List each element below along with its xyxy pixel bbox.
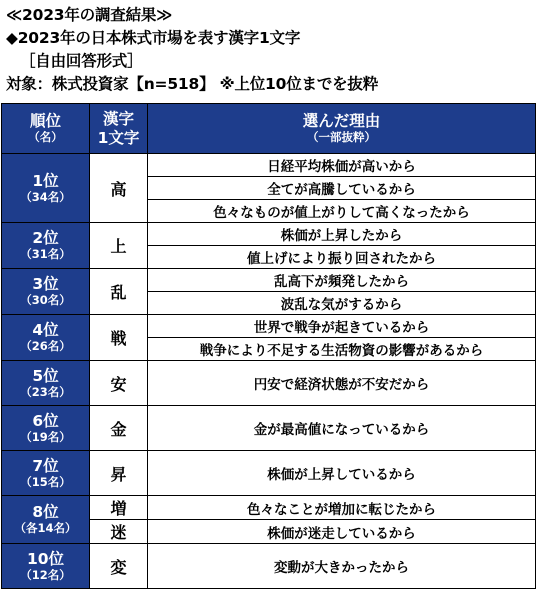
rank-number: 2位 xyxy=(32,229,59,247)
rank-count: （34名） xyxy=(20,189,71,204)
reason-cell: 金が最高値になっているから xyxy=(148,406,536,451)
kanji-cell: 安 xyxy=(90,361,148,406)
reason-cell: 戦争により不足する生活物資の影響があるから xyxy=(148,338,536,361)
kanji-cell: 上 xyxy=(90,223,148,269)
rank-number: 5位 xyxy=(32,366,59,385)
table-row xyxy=(2,544,536,589)
rank-number: 10位 xyxy=(26,549,65,568)
kanji-column-title-1: 漢字 xyxy=(102,109,134,128)
reason-cell: 色々なものが値上がりして高くなったから xyxy=(148,200,536,223)
rank-cell xyxy=(2,406,90,451)
kanji-cell: 乱 xyxy=(90,269,148,315)
table-row xyxy=(2,451,536,496)
reason-column-subtitle: （一部抜粋） xyxy=(307,130,376,144)
reason-cell: 株価が上昇したから xyxy=(148,223,536,246)
table-row xyxy=(2,223,536,246)
survey-question: ◆2023年の日本株式市場を表す漢字1文字 xyxy=(6,29,301,47)
ranking-body xyxy=(2,154,536,589)
kanji-cell: 金 xyxy=(90,406,148,451)
rank-cell xyxy=(2,269,90,315)
rank-number: 8位 xyxy=(32,503,59,521)
rank-column-title: 順位 xyxy=(29,112,61,130)
rank-cell xyxy=(2,451,90,496)
reason-cell: 日経平均株価が高いから xyxy=(148,154,536,177)
reason-cell: 株価が迷走しているから xyxy=(148,520,536,544)
reason-column-title: 選んだ理由 xyxy=(302,112,381,130)
reason-cell: 全てが高騰しているから xyxy=(148,177,536,200)
survey-heading: ≪2023年の調査結果≫ xyxy=(6,6,173,24)
rank-cell xyxy=(2,361,90,406)
kanji-cell: 変 xyxy=(90,544,148,589)
reason-cell: 世界で戦争が起きているから xyxy=(148,315,536,338)
rank-cell xyxy=(2,223,90,269)
table-header-row xyxy=(2,104,536,154)
rank-column-header xyxy=(2,104,90,154)
kanji-column-title-2: 1文字 xyxy=(97,128,140,147)
reason-cell: 株価が上昇しているから xyxy=(148,451,536,496)
reason-cell: 波乱な気がするから xyxy=(148,292,536,315)
reason-cell: 円安で経済状態が不安だから xyxy=(148,361,536,406)
rank-cell xyxy=(2,496,90,544)
reason-cell: 乱高下が頻発したから xyxy=(148,269,536,292)
kanji-cell: 迷 xyxy=(90,520,148,544)
rank-count: （31名） xyxy=(20,247,71,261)
table-row xyxy=(2,406,536,451)
kanji-cell: 戦 xyxy=(90,315,148,361)
table-row xyxy=(2,154,536,177)
kanji-cell: 高 xyxy=(90,154,148,223)
kanji-column-header xyxy=(90,104,148,154)
rank-count: （30名） xyxy=(20,293,71,307)
rank-count: （26名） xyxy=(20,339,71,353)
rank-cell xyxy=(2,544,90,589)
rank-count: （19名） xyxy=(20,429,71,444)
table-row xyxy=(2,496,536,520)
table-row xyxy=(2,361,536,406)
rank-count: （15名） xyxy=(20,474,71,489)
reason-column-header xyxy=(148,104,536,154)
reason-cell: 変動が大きかったから xyxy=(148,544,536,589)
rank-cell xyxy=(2,154,90,223)
table-row xyxy=(2,315,536,338)
kanji-cell: 昇 xyxy=(90,451,148,496)
reason-cell: 値上げにより振り回されたから xyxy=(148,246,536,269)
rank-column-subtitle: （名） xyxy=(28,130,63,144)
rank-number: 4位 xyxy=(32,321,59,339)
rank-number: 1位 xyxy=(32,171,59,190)
rank-number: 3位 xyxy=(32,275,59,293)
rank-count: （12名） xyxy=(20,567,71,582)
rank-number: 6位 xyxy=(32,411,59,430)
kanji-cell: 増 xyxy=(90,496,148,520)
answer-format: ［自由回答形式］ xyxy=(20,52,143,70)
survey-target: 対象：株式投資家【n=518】 ※上位10位までを抜粋 xyxy=(6,75,379,93)
ranking-table xyxy=(1,103,536,589)
rank-count: （23名） xyxy=(20,384,71,399)
survey-header xyxy=(6,4,534,96)
table-row xyxy=(2,269,536,292)
rank-number: 7位 xyxy=(32,456,59,475)
rank-cell xyxy=(2,315,90,361)
reason-cell: 色々なことが増加に転じたから xyxy=(148,496,536,520)
rank-count: （各14名） xyxy=(14,521,77,535)
